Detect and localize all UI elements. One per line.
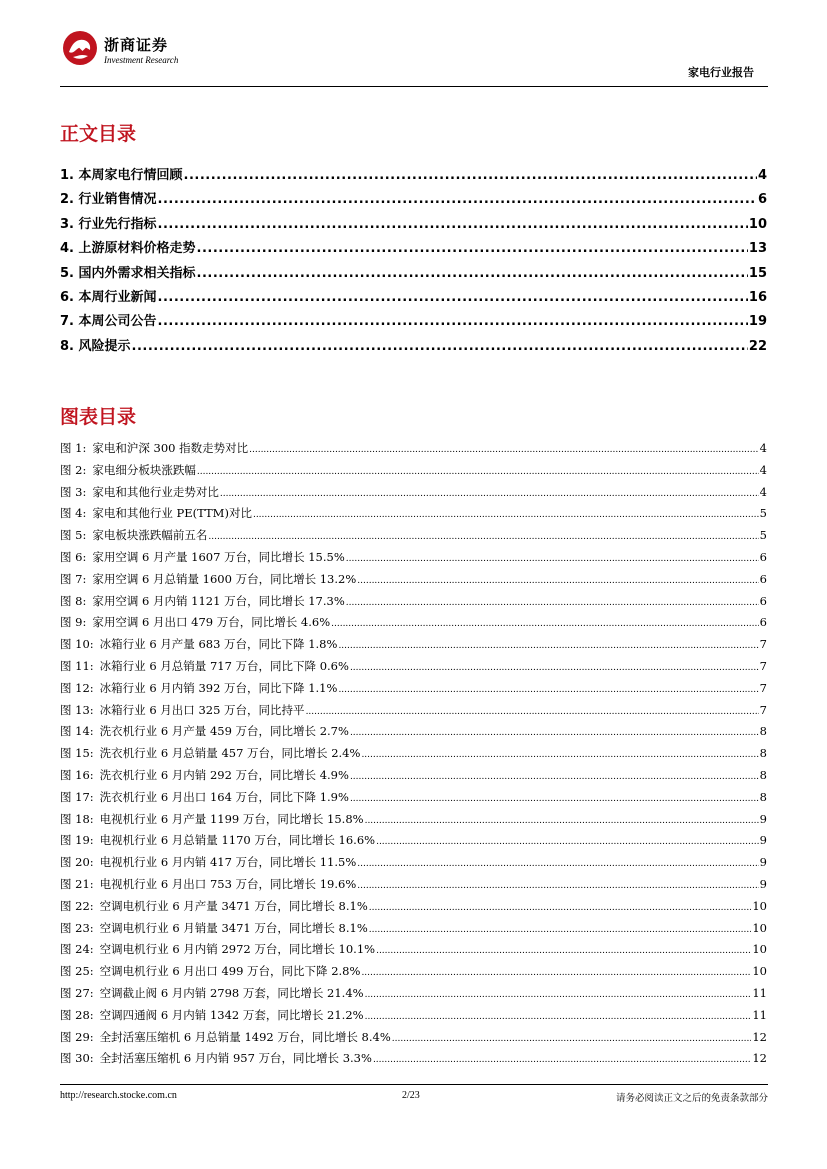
dot-leader xyxy=(373,1051,751,1065)
figure-number: 图 18: xyxy=(60,811,94,826)
figure-caption: 家电和沪深 300 指数走势对比 xyxy=(92,441,249,455)
figure-number: 图 24: xyxy=(60,942,94,957)
dot-leader xyxy=(338,637,758,651)
figure-caption: 空调电机行业 6 月销量 3471 万台，同比增长 8.1% xyxy=(99,920,368,935)
figure-number: 图 27: xyxy=(60,985,94,1000)
dot-leader xyxy=(338,681,758,695)
toc-entry-page: 19 xyxy=(748,314,767,330)
figure-number: 图 11: xyxy=(60,658,94,673)
figure-number: 图 5: xyxy=(60,528,87,543)
figure-number: 图 30: xyxy=(60,1051,94,1066)
figure-entry[interactable] xyxy=(60,963,767,985)
dot-leader xyxy=(208,528,758,542)
toc-entry-page: 4 xyxy=(757,168,767,183)
dot-leader xyxy=(306,703,759,717)
figure-caption: 家用空调 6 月出口 479 万台，同比增长 4.6% xyxy=(92,615,331,630)
figure-entry[interactable] xyxy=(60,549,767,571)
figure-entry[interactable] xyxy=(60,440,767,462)
dot-leader xyxy=(253,506,759,520)
figure-entry[interactable] xyxy=(60,1007,767,1029)
figure-page: 7 xyxy=(759,658,767,673)
footer-url[interactable]: http://research.stocke.com.cn xyxy=(60,1090,177,1101)
toc-entry[interactable] xyxy=(60,310,767,334)
dot-leader xyxy=(331,615,759,629)
figure-caption: 家用空调 6 月总销量 1600 万台，同比增长 13.2% xyxy=(92,571,357,586)
figure-entry[interactable] xyxy=(60,920,767,942)
figure-page: 9 xyxy=(759,833,767,848)
figure-caption: 家电板块涨跌幅前五名 xyxy=(92,528,208,543)
figure-page: 11 xyxy=(752,1007,767,1022)
figure-number: 图 9: xyxy=(60,615,87,630)
figure-entry[interactable] xyxy=(60,854,767,876)
dot-leader xyxy=(350,790,759,804)
figure-entry[interactable] xyxy=(60,636,767,658)
toc-entry[interactable] xyxy=(60,335,767,359)
toc-entry-page: 10 xyxy=(748,216,767,232)
toc-entry-page: 22 xyxy=(748,338,767,354)
figure-caption: 全封活塞压缩机 6 月总销量 1492 万台，同比增长 8.4% xyxy=(99,1029,391,1044)
dot-leader xyxy=(392,1030,752,1044)
toc-entry-text: 5. 国内外需求相关指标 xyxy=(60,265,196,281)
figure-entry[interactable] xyxy=(60,1050,767,1072)
figure-entry[interactable] xyxy=(60,767,767,789)
dot-leader xyxy=(357,877,758,891)
figure-entry[interactable] xyxy=(60,941,767,963)
figure-page: 4 xyxy=(759,484,767,499)
figure-entry[interactable] xyxy=(60,985,767,1007)
figure-caption: 洗衣机行业 6 月内销 292 万台，同比增长 4.9% xyxy=(99,767,349,782)
dot-leader xyxy=(249,441,759,455)
dot-leader xyxy=(197,266,748,281)
figure-number: 图 16: xyxy=(60,767,94,782)
dot-leader xyxy=(361,964,751,978)
figure-page: 12 xyxy=(752,1029,767,1044)
dot-leader xyxy=(350,768,759,782)
dot-leader xyxy=(369,899,752,913)
figure-number: 图 25: xyxy=(60,964,94,979)
figure-page: 6 xyxy=(759,571,767,586)
figure-number: 图 13: xyxy=(60,702,94,717)
dot-leader xyxy=(197,241,748,256)
figure-entry[interactable] xyxy=(60,811,767,833)
figure-entry[interactable] xyxy=(60,745,767,767)
figure-page: 6 xyxy=(759,593,767,608)
dot-leader xyxy=(158,314,748,329)
figure-page: 4 xyxy=(759,441,767,455)
table-of-contents xyxy=(60,164,767,359)
figure-page: 9 xyxy=(759,811,767,826)
figure-number: 图 22: xyxy=(60,898,94,913)
footer-divider xyxy=(60,1084,768,1085)
toc-title: 正文目录 xyxy=(60,123,137,145)
figure-page: 7 xyxy=(759,702,767,717)
figure-caption: 冰箱行业 6 月总销量 717 万台，同比下降 0.6% xyxy=(99,658,349,673)
figure-number: 图 21: xyxy=(60,876,94,891)
figure-entry[interactable] xyxy=(60,484,767,506)
figure-entry[interactable] xyxy=(60,505,767,527)
figure-page: 4 xyxy=(759,462,767,477)
figure-page: 9 xyxy=(759,876,767,891)
figure-page: 9 xyxy=(759,855,767,870)
figure-caption: 冰箱行业 6 月内销 392 万台，同比下降 1.1% xyxy=(99,680,338,695)
figure-number: 图 28: xyxy=(60,1007,94,1022)
toc-entry-text: 6. 本周行业新闻 xyxy=(60,289,157,305)
footer-disclaimer: 请务必阅读正文之后的免责条款部分 xyxy=(615,1093,768,1104)
dot-leader xyxy=(350,659,759,673)
figure-caption: 家电细分板块涨跌幅 xyxy=(92,462,196,477)
figure-caption: 空调截止阀 6 月内销 2798 万套，同比增长 21.4% xyxy=(99,985,364,1000)
brand-name-en: Investment Research xyxy=(104,55,179,65)
figure-caption: 电视机行业 6 月出口 753 万台，同比增长 19.6% xyxy=(99,876,357,891)
figure-page: 10 xyxy=(752,942,767,957)
toc-entry-text: 7. 本周公司公告 xyxy=(60,314,157,330)
figure-number: 图 14: xyxy=(60,724,94,739)
figure-number: 图 12: xyxy=(60,680,94,695)
figure-entry[interactable] xyxy=(60,527,767,549)
dot-leader xyxy=(158,192,757,207)
figure-page: 10 xyxy=(752,898,767,913)
figure-entry[interactable] xyxy=(60,1029,767,1051)
figure-caption: 电视机行业 6 月产量 1199 万台，同比增长 15.8% xyxy=(99,811,364,826)
brand-name-cn: 浙商证券 xyxy=(104,36,169,54)
dot-leader xyxy=(357,855,758,869)
toc-entry[interactable] xyxy=(60,213,767,237)
figure-number: 图 2: xyxy=(60,462,87,477)
figure-page: 5 xyxy=(759,506,767,521)
figure-number: 图 17: xyxy=(60,789,94,804)
figure-entry[interactable] xyxy=(60,702,767,724)
page-number: 2/23 xyxy=(402,1090,420,1101)
figure-page: 8 xyxy=(759,767,767,782)
dot-leader xyxy=(365,812,759,826)
toc-entry-text: 2. 行业销售情况 xyxy=(60,192,157,208)
dot-leader xyxy=(158,217,748,232)
figure-entry[interactable] xyxy=(60,898,767,920)
page-header xyxy=(60,28,768,86)
figure-caption: 空调电机行业 6 月内销 2972 万台，同比增长 10.1% xyxy=(99,942,376,957)
figure-page: 6 xyxy=(759,615,767,630)
toc-entry[interactable] xyxy=(60,164,767,188)
dot-leader xyxy=(346,550,759,564)
figure-page: 10 xyxy=(752,920,767,935)
figure-number: 图 19: xyxy=(60,833,94,848)
dot-leader xyxy=(365,1008,752,1022)
figure-page: 7 xyxy=(759,680,767,695)
figure-caption: 空调电机行业 6 月产量 3471 万台，同比增长 8.1% xyxy=(99,898,368,913)
figure-caption: 家用空调 6 月产量 1607 万台，同比增长 15.5% xyxy=(92,549,345,564)
report-type: 家电行业报告 xyxy=(688,66,754,79)
figure-number: 图 3: xyxy=(60,484,87,499)
figure-caption: 全封活塞压缩机 6 月内销 957 万台，同比增长 3.3% xyxy=(99,1051,372,1066)
figure-entry[interactable] xyxy=(60,680,767,702)
figure-caption: 电视机行业 6 月总销量 1170 万台，同比增长 16.6% xyxy=(99,833,376,848)
dot-leader xyxy=(376,942,751,956)
toc-entry[interactable] xyxy=(60,286,767,310)
figure-page: 10 xyxy=(752,964,767,979)
figure-number: 图 15: xyxy=(60,746,94,761)
figure-caption: 洗衣机行业 6 月出口 164 万台，同比下降 1.9% xyxy=(99,789,349,804)
figure-entry[interactable] xyxy=(60,658,767,680)
toc-entry[interactable] xyxy=(60,237,767,261)
brand-logo-icon xyxy=(60,28,100,68)
figure-entry[interactable] xyxy=(60,571,767,593)
figure-entry[interactable] xyxy=(60,614,767,636)
figure-number: 图 1: xyxy=(60,441,87,455)
figure-page: 8 xyxy=(759,724,767,739)
toc-entry-text: 4. 上游原材料价格走势 xyxy=(60,241,196,257)
figure-entry[interactable] xyxy=(60,462,767,484)
toc-entry-page: 16 xyxy=(748,289,767,305)
toc-entry-text: 3. 行业先行指标 xyxy=(60,216,157,232)
figure-caption: 家用空调 6 月内销 1121 万台，同比增长 17.3% xyxy=(92,593,345,608)
toc-entry[interactable] xyxy=(60,262,767,286)
toc-entry-page: 15 xyxy=(748,265,767,281)
figure-number: 图 10: xyxy=(60,637,94,652)
dot-leader xyxy=(369,921,752,935)
figure-page: 11 xyxy=(752,985,767,1000)
figure-caption: 洗衣机行业 6 月总销量 457 万台，同比增长 2.4% xyxy=(99,746,361,761)
figure-number: 图 8: xyxy=(60,593,87,608)
figure-entry[interactable] xyxy=(60,723,767,745)
figure-entry[interactable] xyxy=(60,832,767,854)
figure-entry[interactable] xyxy=(60,876,767,898)
figure-number: 图 7: xyxy=(60,571,87,586)
toc-entry-page: 13 xyxy=(748,241,767,257)
figure-entry[interactable] xyxy=(60,789,767,811)
figure-caption: 冰箱行业 6 月产量 683 万台，同比下降 1.8% xyxy=(99,637,338,652)
dot-leader xyxy=(350,724,759,738)
figure-caption: 冰箱行业 6 月出口 325 万台，同比持平 xyxy=(99,702,305,717)
figure-page: 5 xyxy=(759,528,767,543)
figure-number: 图 20: xyxy=(60,855,94,870)
header-divider xyxy=(60,86,768,87)
toc-entry-text: 1. 本周家电行情回顾 xyxy=(60,168,183,183)
figure-caption: 家电和其他行业走势对比 xyxy=(92,484,219,499)
dot-leader xyxy=(197,463,759,477)
figure-list xyxy=(60,440,767,1072)
toc-entry[interactable] xyxy=(60,188,767,212)
figure-number: 图 29: xyxy=(60,1029,94,1044)
figure-caption: 洗衣机行业 6 月产量 459 万台，同比增长 2.7% xyxy=(99,724,349,739)
figure-caption: 空调四通阀 6 月内销 1342 万套，同比增长 21.2% xyxy=(99,1007,364,1022)
figure-entry[interactable] xyxy=(60,593,767,615)
dot-leader xyxy=(132,339,748,354)
toc-entry-page: 6 xyxy=(757,192,767,208)
figure-page: 6 xyxy=(759,549,767,564)
figure-number: 图 4: xyxy=(60,506,87,521)
figure-page: 12 xyxy=(752,1051,767,1066)
figure-caption: 家电和其他行业 PE(TTM)对比 xyxy=(92,506,252,521)
figure-number: 图 23: xyxy=(60,920,94,935)
dot-leader xyxy=(346,594,759,608)
dot-leader xyxy=(220,485,759,499)
figure-page: 7 xyxy=(759,637,767,652)
dot-leader xyxy=(357,572,758,586)
toc-entry-text: 8. 风险提示 xyxy=(60,338,131,354)
figures-title: 图表目录 xyxy=(60,406,137,428)
figure-caption: 空调电机行业 6 月出口 499 万台，同比下降 2.8% xyxy=(99,964,361,979)
figure-caption: 电视机行业 6 月内销 417 万台，同比增长 11.5% xyxy=(99,855,357,870)
dot-leader xyxy=(376,833,759,847)
dot-leader xyxy=(184,168,757,183)
figure-number: 图 6: xyxy=(60,549,87,564)
dot-leader xyxy=(365,986,752,1000)
dot-leader xyxy=(361,746,758,760)
dot-leader xyxy=(158,290,748,305)
figure-page: 8 xyxy=(759,746,767,761)
figure-page: 8 xyxy=(759,789,767,804)
